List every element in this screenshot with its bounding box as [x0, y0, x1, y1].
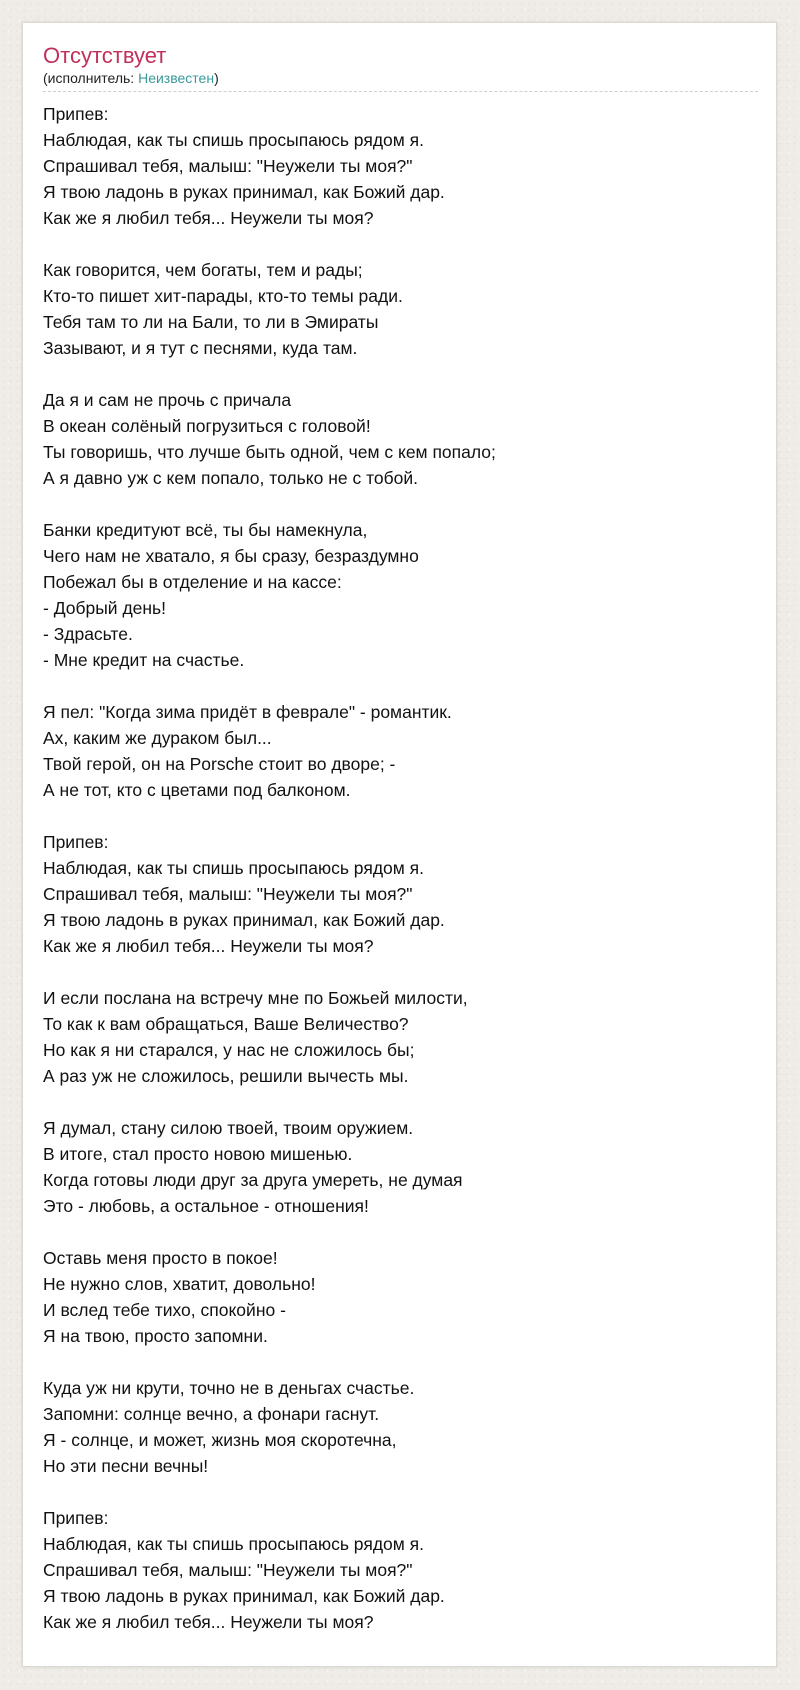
- lyric-line: Я твою ладонь в руках принимал, как Божий дар.: [43, 182, 445, 202]
- lyric-line: Тебя там то ли на Бали, то ли в Эмираты: [43, 312, 379, 332]
- lyric-line: Ты говоришь, что лучше быть одной, чем с кем попало;: [43, 442, 496, 462]
- lyric-line: И если послана на встречу мне по Божьей милости,: [43, 988, 468, 1008]
- lyric-line: А раз уж не сложилось, решили вычесть мы.: [43, 1066, 409, 1086]
- lyrics-stanza: [43, 101, 756, 231]
- lyric-line: Я на твою, просто запомни.: [43, 1326, 268, 1346]
- artist-prefix: (исполнитель:: [43, 70, 139, 86]
- lyric-line: Как же я любил тебя... Неужели ты моя?: [43, 208, 374, 228]
- lyric-line: Твой герой, он на Porsche стоит во дворе; -: [43, 754, 396, 774]
- lyric-line: То как к вам обращаться, Ваше Величество?: [43, 1014, 409, 1034]
- lyric-line: И вслед тебе тихо, спокойно -: [43, 1300, 286, 1320]
- lyric-line: Я твою ладонь в руках принимал, как Божий дар.: [43, 910, 445, 930]
- lyric-line: - Добрый день!: [43, 598, 167, 618]
- lyrics-stanza: [43, 829, 756, 959]
- lyric-line: Припев:: [43, 1508, 109, 1528]
- lyric-line: Когда готовы люди друг за друга умереть, не думая: [43, 1170, 463, 1190]
- lyric-line: Зазывают, и я тут с песнями, куда там.: [43, 338, 358, 358]
- lyric-line: Запомни: солнце вечно, а фонари гаснут.: [43, 1404, 380, 1424]
- lyric-line: Как же я любил тебя... Неужели ты моя?: [43, 1612, 374, 1632]
- lyric-line: Но как я ни старался, у нас не сложилось бы;: [43, 1040, 415, 1060]
- lyrics-stanza: [43, 1375, 756, 1479]
- lyrics-stanza: [43, 387, 756, 491]
- lyrics-text: [43, 101, 756, 1635]
- lyrics-stanza: [43, 517, 756, 673]
- lyric-line: Наблюдая, как ты спишь просыпаюсь рядом я.: [43, 858, 424, 878]
- lyrics-card: [22, 22, 777, 1667]
- lyric-line: Наблюдая, как ты спишь просыпаюсь рядом я.: [43, 1534, 424, 1554]
- lyric-line: Как же я любил тебя... Неужели ты моя?: [43, 936, 374, 956]
- lyric-line: - Мне кредит на счастье.: [43, 650, 245, 670]
- lyric-line: Оставь меня просто в покое!: [43, 1248, 278, 1268]
- lyric-line: Не нужно слов, хватит, довольно!: [43, 1274, 316, 1294]
- lyric-line: Я пел: "Когда зима придёт в феврале" - романтик.: [43, 702, 452, 722]
- lyric-line: Чего нам не хватало, я бы сразу, безраздумно: [43, 546, 419, 566]
- song-title: Отсутствует: [43, 43, 167, 68]
- lyrics-stanza: [43, 1115, 756, 1219]
- lyric-line: - Здрасьте.: [43, 624, 133, 644]
- lyrics-stanza: [43, 1245, 756, 1349]
- lyric-line: А я давно уж с кем попало, только не с тобой.: [43, 468, 419, 488]
- lyric-line: В итоге, стал просто новою мишенью.: [43, 1144, 353, 1164]
- lyric-line: Кто-то пишет хит-парады, кто-то темы ради.: [43, 286, 403, 306]
- lyric-line: Спрашивал тебя, малыш: "Неужели ты моя?": [43, 884, 413, 904]
- lyric-line: Спрашивал тебя, малыш: "Неужели ты моя?": [43, 1560, 413, 1580]
- lyrics-stanza: [43, 985, 756, 1089]
- lyric-line: Да я и сам не прочь с причала: [43, 390, 292, 410]
- lyric-line: Наблюдая, как ты спишь просыпаюсь рядом я.: [43, 130, 424, 150]
- lyrics-stanza: [43, 699, 756, 803]
- artist-suffix: ): [214, 70, 219, 86]
- lyric-line: Побежал бы в отделение и на кассе:: [43, 572, 342, 592]
- lyric-line: Ах, каким же дураком был...: [43, 728, 272, 748]
- lyric-line: Я думал, стану силою твоей, твоим оружием.: [43, 1118, 414, 1138]
- artist-line: [43, 69, 758, 92]
- lyric-line: Но эти песни вечны!: [43, 1456, 209, 1476]
- lyric-line: В океан солёный погрузиться с головой!: [43, 416, 371, 436]
- lyric-line: Я - солнце, и может, жизнь моя скоротечна,: [43, 1430, 397, 1450]
- lyric-line: Я твою ладонь в руках принимал, как Божий дар.: [43, 1586, 445, 1606]
- lyric-line: Куда уж ни крути, точно не в деньгах счастье.: [43, 1378, 415, 1398]
- lyric-line: Припев:: [43, 104, 109, 124]
- lyrics-stanza: [43, 1505, 756, 1635]
- lyric-line: Спрашивал тебя, малыш: "Неужели ты моя?": [43, 156, 413, 176]
- lyric-line: А не тот, кто с цветами под балконом.: [43, 780, 351, 800]
- lyric-line: Банки кредитуют всё, ты бы намекнула,: [43, 520, 368, 540]
- lyrics-stanza: [43, 257, 756, 361]
- lyric-line: Припев:: [43, 832, 109, 852]
- artist-link[interactable]: Неизвестен: [138, 70, 215, 86]
- lyric-line: Как говорится, чем богаты, тем и рады;: [43, 260, 363, 280]
- lyric-line: Это - любовь, а остальное - отношения!: [43, 1196, 369, 1216]
